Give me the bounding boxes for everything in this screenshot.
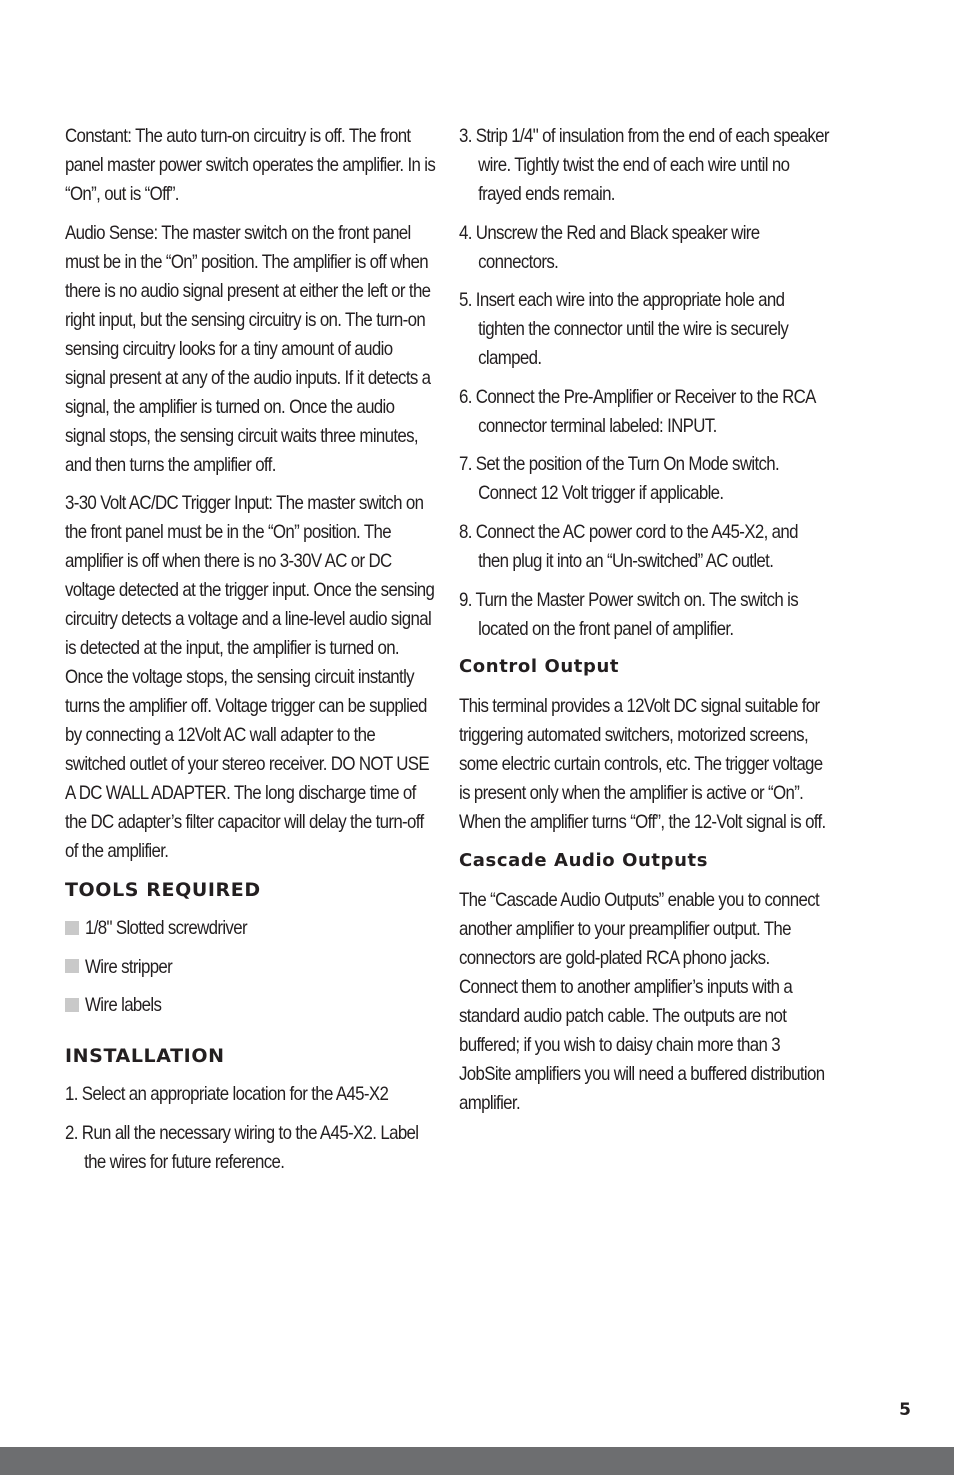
installation-step: 5. Insert each wire into the appropriate hole and tighten the connector until the wire is securely clamped. [459,289,789,370]
installation-step: 3. Strip 1/4" of insulation from the end of each speaker wire. Tightly twist the end of each wire until no frayed ends remain. [459,125,829,205]
installation-step: 9. Turn the Master Power switch on. The switch is located on the front panel of amplifier. [459,588,799,640]
left-column [65,122,435,1187]
installation-step: 1. Select an appropriate location for the A45-X2 [65,1083,389,1106]
installation-step: 2. Run all the necessary wiring to the A45-X2. Label the wires for future reference. [65,1121,419,1173]
tool-item: Wire stripper [65,953,435,982]
bullet-square-icon [65,959,79,973]
paragraph-audio-sense: Audio Sense: The master switch on the front panel must be in the “On” position. The amplifier is off when there is no audio signal present at either the left or the right input, but the sensing circuitry is on. The turn-on sensing circuitry looks for a tiny amount of audio signal present at any of the audio inputs. If it detects a signal, the amplifier is turned on. Once the audio signal stops, the sensing circuit waits three minutes, and then turns the amplifier off. [65,221,431,476]
tool-item: Wire labels [65,991,435,1020]
installation-step: 8. Connect the AC power cord to the A45-X2, and then plug it into an “Un-switched” AC outlet. [459,520,798,572]
tool-item: 1/8" Slotted screwdriver [65,914,435,943]
control-output-text: This terminal provides a 12Volt DC signal suitable for triggering automated switchers, motorized screens, some electric curtain controls, etc. The trigger voltage is present only when the amplifier is active or “On”. When the amplifier turns “Off”, the 12-Volt signal is off. [459,695,826,834]
cascade-audio-outputs-text: The “Cascade Audio Outputs” enable you to connect another amplifier to your preamplifier output. The connectors are gold-plated RCA phono jacks. Connect them to another amplifier’s inputs with a standard audio patch cable. The outputs are not buffered; if you wish to daisy chain more than 3 JobSite amplifiers you will need a buffered distribution amplifier. [459,888,825,1114]
right-column [459,122,829,1127]
tools-required-heading: TOOLS REQUIRED [65,879,261,902]
paragraph-constant: Constant: The auto turn-on circuitry is off. The front panel master power switch operates the amplifier. In is “On”, out is “Off”. [65,125,436,205]
page-number: 5 [899,1400,911,1420]
installation-step: 7. Set the position of the Turn On Mode switch. Connect 12 Volt trigger if applicable. [459,453,780,505]
control-output-heading: Control Output [459,656,620,678]
bullet-square-icon [65,921,79,935]
installation-step: 6. Connect the Pre-Amplifier or Receiver to the RCA connector terminal labeled: INPUT. [459,385,815,437]
cascade-audio-outputs-heading: Cascade Audio Outputs [459,849,709,871]
footer-bar [0,1447,954,1475]
installation-step: 4. Unscrew the Red and Black speaker wire connectors. [459,221,760,273]
paragraph-trigger-input: 3-30 Volt AC/DC Trigger Input: The master switch on the front panel must be in the “On” position. The amplifier is off when there is no 3-30V AC or DC voltage detected at the trigger input. Once the sensing circuitry detects a voltage and a line-level audio signal is detected at the input, the amplifier is turned on. Once the voltage stops, the sensing circuit instantly turns the amplifier off. Voltage trigger can be supplied by connecting a 12Volt AC wall adapter to the switched outlet of your stereo receiver. DO NOT USE A DC WALL ADAPTER. The long discharge time of the DC adapter’s filter capacitor will delay the turn-off of the amplifier. [65,492,435,863]
bullet-square-icon [65,998,79,1012]
installation-heading: INSTALLATION [65,1045,225,1068]
